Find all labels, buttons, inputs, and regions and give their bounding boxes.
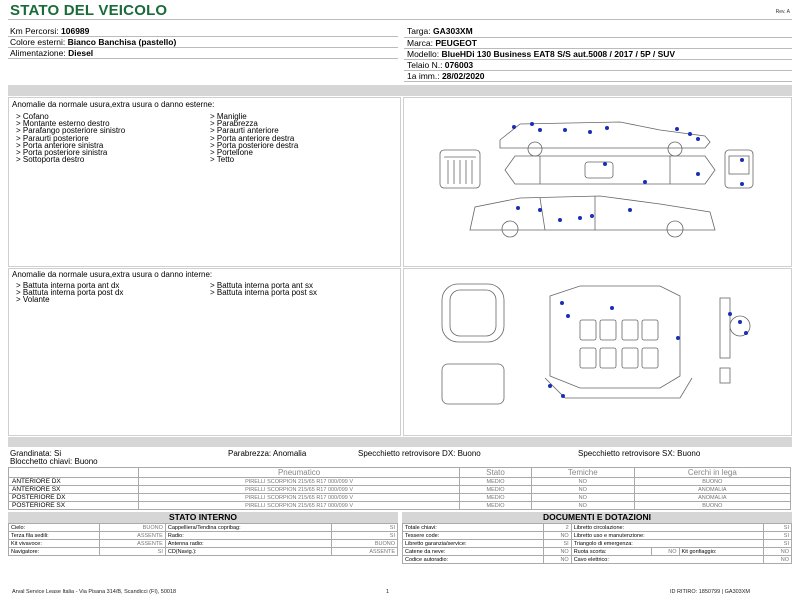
table-row bbox=[9, 548, 398, 556]
table-row bbox=[403, 540, 792, 548]
registration-row: 1a imm.: 28/02/2020 bbox=[407, 71, 485, 81]
field-label: Triangolo di emergenza: bbox=[571, 540, 763, 548]
field-value: NO bbox=[543, 532, 571, 540]
tyre-state: MEDIO bbox=[460, 478, 532, 486]
field-label: Catene da neve: bbox=[403, 548, 544, 556]
field-value: SI bbox=[763, 532, 791, 540]
tyre-thermal: NO bbox=[531, 478, 634, 486]
table-row bbox=[9, 478, 791, 486]
footer-page-number: 1 bbox=[386, 589, 390, 595]
windshield-status: Parabrezza: Anomalia bbox=[228, 449, 307, 458]
tyre-header-rim: Cerchi in lega bbox=[634, 468, 790, 478]
title-divider bbox=[8, 19, 792, 20]
field-value: NO bbox=[543, 548, 571, 556]
tyre-state: MEDIO bbox=[460, 486, 532, 494]
field-label: Totale chiavi: bbox=[403, 524, 544, 532]
field-label: Libretto uso e manutenzione: bbox=[571, 532, 763, 540]
tyre-model: PIRELLI SCORPION 215/65 R17 000/099 V bbox=[139, 478, 460, 486]
mirror-sx-status: Specchietto retrovisore SX: Buono bbox=[578, 449, 701, 458]
km-row: Km Percorsi: 106989 bbox=[10, 26, 90, 36]
plate-row: Targa: GA303XM bbox=[407, 26, 473, 36]
field-value: SI bbox=[543, 540, 571, 548]
field-label: Navigatore: bbox=[9, 548, 100, 556]
field-value: ASSENTE bbox=[332, 548, 398, 556]
list-item: > Porta posteriore sinistra bbox=[16, 147, 108, 157]
list-item: > Porta posteriore destra bbox=[210, 140, 299, 150]
tyre-model: PIRELLI SCORPION 215/65 R17 000/099 V bbox=[139, 494, 460, 502]
table-row bbox=[403, 524, 792, 532]
hail-status: Grandinata: Si bbox=[10, 449, 62, 458]
list-item: > Volante bbox=[16, 295, 50, 305]
tyre-position: POSTERIORE DX bbox=[9, 494, 139, 502]
tyre-thermal: NO bbox=[531, 494, 634, 502]
footer-address: Arval Service Lease Italia - Via Pisana 314/B, Scandicci (FI), 50018 bbox=[12, 589, 177, 595]
tyre-header-state: Stato bbox=[460, 468, 532, 478]
field-label: Kit gonfiaggio: bbox=[679, 548, 763, 556]
internal-state-table bbox=[8, 523, 398, 556]
list-item: > Cofano bbox=[16, 112, 49, 121]
tyre-header-thermal: Temiche bbox=[531, 468, 634, 478]
table-row bbox=[403, 532, 792, 540]
brand-row: Marca: PEUGEOT bbox=[407, 38, 477, 48]
table-row bbox=[9, 494, 791, 502]
revision-label: Rev. A bbox=[775, 9, 790, 15]
list-item: > Porta anteriore destra bbox=[210, 133, 295, 143]
field-value: SI bbox=[332, 524, 398, 532]
row-divider bbox=[404, 37, 792, 38]
chassis-row: Telaio N.: 076003 bbox=[407, 60, 474, 70]
field-label: Tessere code: bbox=[403, 532, 544, 540]
list-item: > Parafango posteriore sinistro bbox=[16, 126, 126, 136]
field-label: Antenna radio: bbox=[165, 540, 331, 548]
tyre-position: POSTERIORE SX bbox=[9, 502, 139, 510]
row-divider bbox=[404, 59, 792, 60]
table-row bbox=[9, 540, 398, 548]
external-damage-list-2 bbox=[210, 113, 298, 163]
row-divider bbox=[8, 36, 398, 37]
row-divider bbox=[8, 47, 398, 48]
tyre-rim: ANOMALIA bbox=[634, 494, 790, 502]
field-value: SI bbox=[763, 524, 791, 532]
section-bar bbox=[8, 85, 792, 96]
list-item: > Tetto bbox=[210, 155, 235, 165]
row-divider bbox=[404, 70, 792, 71]
field-value: ASSENTE bbox=[100, 540, 166, 548]
footer-id: ID RITIRO: 1850799 | GA303XM bbox=[670, 589, 750, 595]
external-damage-title: Anomalie da normale usura,extra usura o danno esterne: bbox=[12, 100, 215, 109]
tyre-rim: BUONO bbox=[634, 478, 790, 486]
summary-bar bbox=[8, 437, 792, 447]
table-row bbox=[403, 548, 792, 556]
field-value: BUONO bbox=[332, 540, 398, 548]
external-damage-list-1 bbox=[16, 113, 125, 163]
mirror-dx-status: Specchietto retrovisore DX: Buono bbox=[358, 449, 481, 458]
field-value: BUONO bbox=[100, 524, 166, 532]
field-value: NO bbox=[543, 556, 571, 564]
row-divider bbox=[404, 81, 792, 82]
tyre-thermal: NO bbox=[531, 502, 634, 510]
car-exterior-diagram bbox=[420, 112, 760, 242]
color-row: Colore esterni: Bianco Banchisa (pastello) bbox=[10, 37, 177, 47]
row-divider bbox=[8, 58, 398, 59]
table-row bbox=[9, 524, 398, 532]
fuel-row: Alimentazione: Diesel bbox=[10, 48, 94, 58]
table-row bbox=[403, 556, 792, 564]
list-item: > Paraurti anteriore bbox=[210, 126, 279, 136]
field-value: ASSENTE bbox=[100, 532, 166, 540]
field-label: Codice autoradio: bbox=[403, 556, 544, 564]
tyre-header-tyre: Pneumatico bbox=[139, 468, 460, 478]
list-item: > Battuta interna porta post dx bbox=[16, 288, 124, 298]
documents-title: DOCUMENTI E DOTAZIONI bbox=[402, 512, 792, 523]
list-item: > Porta anteriore sinistra bbox=[16, 140, 104, 150]
list-item: > Sottoporta destro bbox=[16, 155, 85, 165]
field-label: Cavo elettrico: bbox=[571, 556, 763, 564]
tyre-rim: BUONO bbox=[634, 502, 790, 510]
tyre-header-position bbox=[9, 468, 139, 478]
key-block-status: Blocchetto chiavi: Buono bbox=[10, 457, 98, 466]
list-item: > Battuta interna porta ant sx bbox=[210, 281, 313, 290]
table-row bbox=[9, 502, 791, 510]
field-value: SI bbox=[100, 548, 166, 556]
field-value: NO bbox=[651, 548, 679, 556]
field-value: SI bbox=[763, 540, 791, 548]
tyre-rim: ANOMALIA bbox=[634, 486, 790, 494]
row-divider bbox=[404, 48, 792, 49]
list-item: > Maniglie bbox=[210, 112, 247, 121]
list-item: > Battuta interna porta ant dx bbox=[16, 281, 120, 290]
field-label: Radio: bbox=[165, 532, 331, 540]
table-row bbox=[9, 532, 398, 540]
field-value: SI bbox=[332, 532, 398, 540]
internal-damage-title: Anomalie da normale usura,extra usura o danno interne: bbox=[12, 270, 213, 279]
field-label: CD(Navig.): bbox=[165, 548, 331, 556]
field-label: Ruota scorta: bbox=[571, 548, 651, 556]
table-row bbox=[9, 486, 791, 494]
tyre-position: ANTERIORE SX bbox=[9, 486, 139, 494]
field-label: Cielo: bbox=[9, 524, 100, 532]
list-item: > Battuta interna porta post sx bbox=[210, 288, 317, 298]
tyre-model: PIRELLI SCORPION 215/65 R17 000/099 V bbox=[139, 502, 460, 510]
car-interior-diagram bbox=[430, 278, 760, 428]
field-label: Libretto garanzia/service: bbox=[403, 540, 544, 548]
list-item: > Portellone bbox=[210, 147, 253, 157]
field-label: Cappelliera/Tendina copribag: bbox=[165, 524, 331, 532]
field-label: Kit vivavoce: bbox=[9, 540, 100, 548]
internal-state-title: STATO INTERNO bbox=[8, 512, 398, 523]
documents-table bbox=[402, 523, 792, 564]
page-title: STATO DEL VEICOLO bbox=[10, 2, 168, 19]
tyres-table bbox=[8, 467, 791, 510]
internal-damage-list-1 bbox=[16, 282, 123, 304]
tyre-model: PIRELLI SCORPION 215/65 R17 000/099 V bbox=[139, 486, 460, 494]
field-label: Terza fila sedili: bbox=[9, 532, 100, 540]
internal-damage-list-2 bbox=[210, 282, 317, 296]
tyre-position: ANTERIORE DX bbox=[9, 478, 139, 486]
field-value: NO bbox=[763, 548, 791, 556]
list-item: > Paraurti posteriore bbox=[16, 133, 89, 143]
tyre-state: MEDIO bbox=[460, 494, 532, 502]
field-label: Libretto circolazione: bbox=[571, 524, 763, 532]
field-value: NO bbox=[763, 556, 791, 564]
tyre-thermal: NO bbox=[531, 486, 634, 494]
model-row: Modello: BlueHDi 130 Business EAT8 S/S aut.5008 / 2017 / 5P / SUV bbox=[407, 49, 676, 59]
list-item: > Parabrezza bbox=[210, 119, 258, 129]
tyre-state: MEDIO bbox=[460, 502, 532, 510]
list-item: > Montante esterno destro bbox=[16, 119, 110, 129]
field-value: 2 bbox=[543, 524, 571, 532]
